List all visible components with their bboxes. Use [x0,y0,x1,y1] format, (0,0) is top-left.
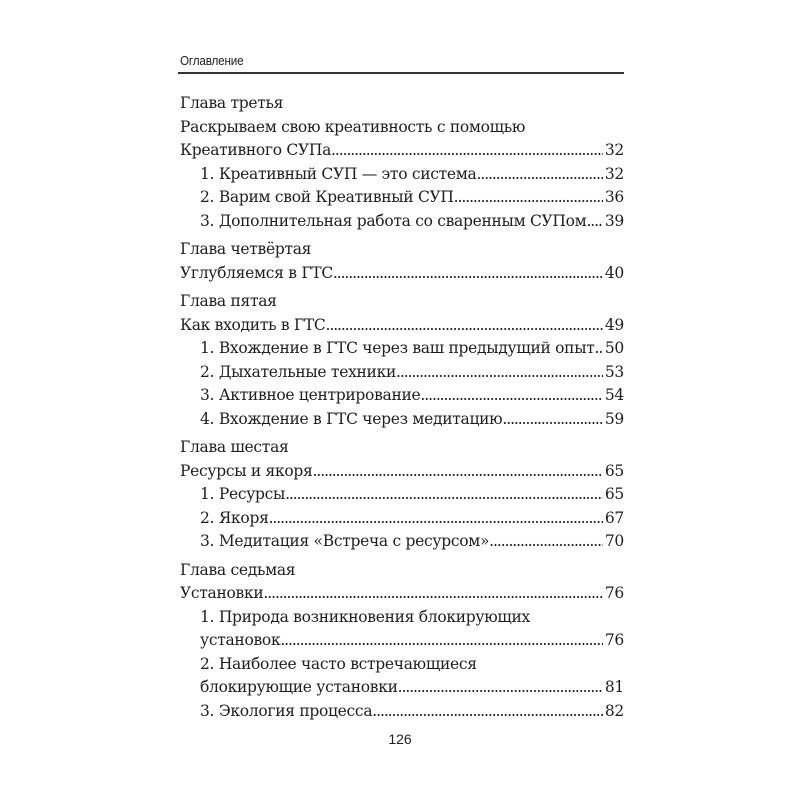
dot-leader [420,384,602,408]
toc-entry[interactable] [180,361,624,385]
entry-page-number: 40 [604,263,624,282]
entry-page-number: 76 [604,584,624,602]
entry-row [200,337,624,361]
dot-leader [398,676,603,700]
header-rule [178,72,624,74]
entry-row [200,530,624,554]
toc-chapter-group [180,559,624,724]
entry-page-number: 39 [604,211,624,230]
entry-page-number: 49 [604,315,624,334]
toc-entry[interactable] [180,582,624,606]
table-of-contents [180,92,624,728]
entry-page-number: 53 [604,362,624,381]
toc-entry[interactable] [180,460,624,484]
entry-row [200,700,624,724]
dot-leader [313,460,603,484]
dot-leader [333,262,603,286]
toc-entry[interactable] [180,700,624,724]
dot-leader [595,337,603,361]
dot-leader [263,582,602,606]
entry-title-line: Креативного СУПа [180,141,332,159]
entry-title-line: 1. Вхождение в ГТС через ваш предыдущий опыт [200,339,595,357]
entry-title-line: 3. Медитация «Встреча с ресурсом» [200,532,490,550]
entry-row [200,384,624,408]
toc-entry[interactable] [180,483,624,507]
dot-leader [280,629,603,653]
entry-row [200,186,624,210]
dot-leader [502,408,603,432]
entry-page-number: 67 [604,508,624,527]
toc-entry[interactable] [180,116,624,163]
entry-page-number: 32 [604,141,624,159]
entry-page-number: 59 [604,409,624,428]
entry-page-number: 70 [604,532,624,550]
chapter-heading: Глава четвёртая [180,240,312,258]
toc-entry[interactable] [180,186,624,210]
toc-entry[interactable] [180,314,624,338]
toc-entry[interactable] [180,210,624,234]
entry-title-line: Установки [180,584,264,602]
toc-chapter-group [180,238,624,285]
entry-title-line: 3. Дополнительная работа со сваренным СУПом [200,211,587,230]
toc-entry[interactable] [180,507,624,531]
entry-page-number: 81 [604,678,624,696]
entry-row [180,314,624,338]
dot-leader [477,163,603,187]
toc-chapter-group [180,92,624,233]
entry-row [180,139,624,163]
dot-leader [325,314,602,338]
entry-row [200,210,624,234]
entry-title-line: 3. Активное центрирование [200,386,421,404]
dot-leader [331,139,603,163]
entry-title-line: 2. Варим свой Креативный СУП [200,188,454,206]
toc-entry[interactable] [180,606,624,653]
entry-title-line: 1. Ресурсы [200,485,286,503]
entry-row [200,408,624,432]
dot-leader [285,483,603,507]
dot-leader [586,210,602,234]
entry-title-line: Углубляемся в ГТС [180,263,333,282]
entry-row [180,262,624,286]
entry-title-line: Как входить в ГТС [180,315,326,334]
entry-page-number: 36 [604,188,624,206]
entry-title-line: 1. Креативный СУП — это система [200,164,477,183]
entry-title-line: 1. Природа возникновения блокирующих [200,607,530,626]
toc-entry[interactable] [180,530,624,554]
chapter-heading: Глава пятая [180,292,277,310]
chapter-heading: Глава третья [180,94,284,112]
entry-title-line: 4. Вхождение в ГТС через медитацию [200,409,503,428]
entry-title-line: 2. Дыхательные техники [200,362,397,381]
entry-page-number: 65 [604,485,624,503]
entry-row [200,163,624,187]
toc-entry[interactable] [180,653,624,700]
dot-leader [372,700,603,724]
entry-title-line: 2. Наиболее часто встречающиеся [200,654,477,673]
entry-title-line: 2. Якоря [200,508,269,527]
entry-row [200,676,624,700]
entry-title-line: установок [200,631,281,649]
toc-entry[interactable] [180,408,624,432]
entry-row [200,629,624,653]
entry-title-line: Ресурсы и якоря [180,461,313,480]
toc-chapter-group [180,436,624,554]
chapter-heading: Глава седьмая [180,560,296,579]
chapter-heading: Глава шестая [180,438,289,456]
dot-leader [454,186,603,210]
running-header: Оглавление [180,53,244,68]
entry-row [200,483,624,507]
toc-entry[interactable] [180,337,624,361]
entry-page-number: 65 [604,461,624,480]
entry-title-line: 3. Экология процесса [200,701,373,720]
toc-entry[interactable] [180,384,624,408]
entry-page-number: 50 [604,339,624,357]
toc-entry[interactable] [180,163,624,187]
toc-entry[interactable] [180,262,624,286]
entry-page-number: 82 [604,701,624,720]
entry-row [200,507,624,531]
page-number: 126 [388,731,412,747]
entry-page-number: 54 [604,386,624,404]
entry-row [180,460,624,484]
entry-title-line: Раскрываем свою креативность с помощью [180,117,526,136]
dot-leader [269,507,603,531]
dot-leader [489,530,603,554]
entry-page-number: 32 [604,164,624,183]
entry-page-number: 76 [604,631,624,649]
toc-chapter-group [180,290,624,431]
entry-row [200,361,624,385]
dot-leader [396,361,603,385]
entry-title-line: блокирующие установки [200,678,398,696]
entry-row [180,582,624,606]
